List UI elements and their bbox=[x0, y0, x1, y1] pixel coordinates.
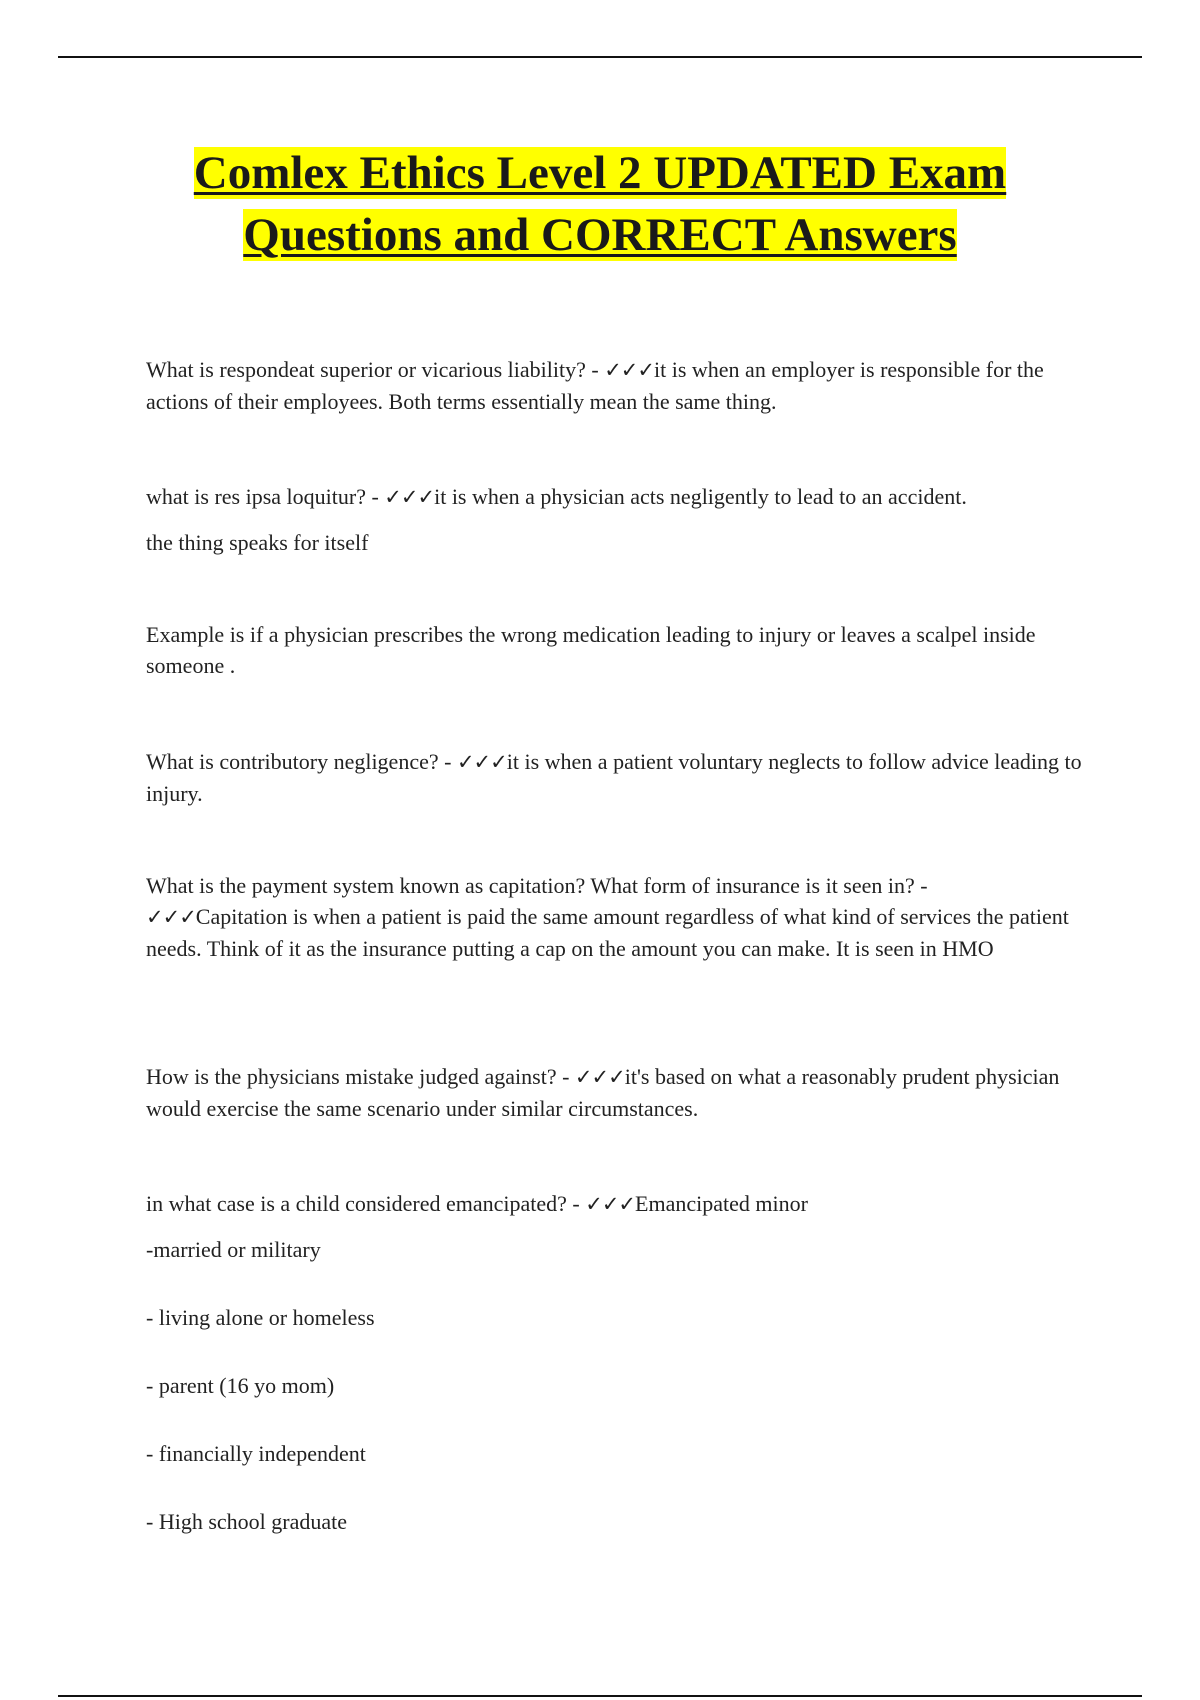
title-line-2: Questions and CORRECT Answers bbox=[243, 209, 957, 261]
qa-item-4 bbox=[146, 848, 1086, 986]
answer-text: it is when an employer is responsible for the actions of their employees. Both terms essentially mean the same thing. bbox=[146, 357, 1044, 414]
check-marks-icon: ✓✓✓ bbox=[384, 485, 435, 509]
top-rule bbox=[58, 56, 1142, 58]
qa-item-5 bbox=[146, 1039, 1086, 1146]
answer-text: it is when a physician acts negligently to lead to an accident. bbox=[434, 484, 967, 509]
qa-item-3 bbox=[146, 724, 1086, 831]
document-title bbox=[80, 142, 1120, 266]
list-item: - High school graduate bbox=[146, 1509, 347, 1534]
check-marks-icon: ✓✓✓ bbox=[604, 358, 654, 382]
check-marks-icon: ✓✓✓ bbox=[585, 1192, 636, 1216]
paragraph-text: Example is if a physician prescribes the wrong medication leading to injury or leaves a scalpel inside someone . bbox=[146, 622, 1036, 678]
check-marks-icon: ✓✓✓ bbox=[574, 1065, 625, 1089]
answer-line: the thing speaks for itself bbox=[146, 530, 369, 555]
question-text: in what case is a child considered emancipated? - bbox=[146, 1191, 586, 1216]
question-text: What is contributory negligence? - bbox=[146, 749, 457, 774]
answer-text: Capitation is when a patient is paid the same amount regardless of what kind of services the patient needs. Think of it as the insurance putting a cap on the amount you can make. It is seen in HMO bbox=[146, 904, 1069, 961]
question-text: What is respondeat superior or vicarious liability? - bbox=[146, 357, 605, 382]
answer-text: it's based on what a reasonably prudent physician would exercise the same scenario under similar circumstances. bbox=[146, 1064, 1060, 1121]
check-marks-icon: ✓✓✓ bbox=[146, 905, 196, 929]
list-item: - financially independent bbox=[146, 1441, 366, 1466]
example-paragraph bbox=[146, 597, 1086, 703]
check-marks-icon: ✓✓✓ bbox=[456, 750, 507, 774]
qa-item-1 bbox=[146, 332, 1086, 439]
list-item: - parent (16 yo mom) bbox=[146, 1373, 335, 1398]
title-line-1: Comlex Ethics Level 2 UPDATED Exam bbox=[193, 147, 1007, 199]
answer-text: Emancipated minor bbox=[635, 1191, 808, 1216]
answer-text: it is when a patient voluntary neglects to follow advice leading to injury. bbox=[146, 749, 1082, 806]
question-text: what is res ipsa loquitur? - bbox=[146, 484, 385, 509]
list-item: - living alone or homeless bbox=[146, 1305, 375, 1330]
question-text: What is the payment system known as capitation? What form of insurance is it seen in? - bbox=[146, 873, 928, 898]
qa-item-2-extra bbox=[146, 505, 1086, 580]
emancipation-list bbox=[146, 1212, 1086, 1574]
list-item: -married or military bbox=[146, 1237, 321, 1262]
question-text: How is the physicians mistake judged against? - bbox=[146, 1064, 575, 1089]
bottom-rule bbox=[58, 1695, 1142, 1697]
